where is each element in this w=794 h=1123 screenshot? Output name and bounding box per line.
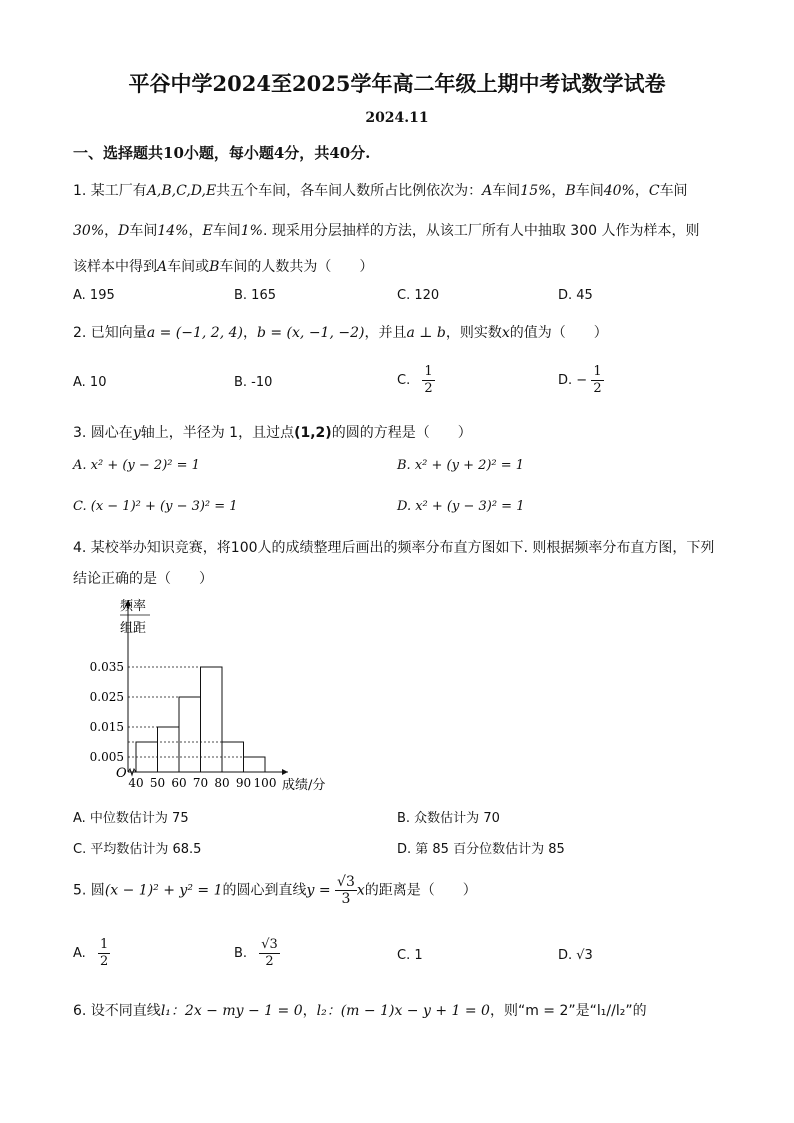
section-header: 一、选择题共10小题，每小题4分，共40分. <box>73 144 371 162</box>
question-3: 3. 圆心在y轴上，半径为 1，且过点(1,2)的圆的方程是（ ） <box>73 425 472 441</box>
q4-option-a[interactable]: A. 中位数估计为 75 <box>73 811 189 826</box>
q2-option-a[interactable]: A. 10 <box>73 375 107 390</box>
histogram-bar <box>158 727 180 772</box>
y-tick-label: 0.025 <box>89 690 124 704</box>
q1-option-a[interactable]: A. 195 <box>73 288 115 303</box>
question-4-line-1: 4. 某校举办知识竞赛，将100人的成绩整理后画出的频率分布直方图如下. 则根据频率分布直方图，下列 <box>73 540 715 556</box>
q4-option-b[interactable]: B. 众数估计为 70 <box>397 811 500 826</box>
q3-option-d[interactable]: D. x² + (y − 3)² = 1 <box>397 499 525 514</box>
q5-option-c[interactable]: C. 1 <box>397 948 423 963</box>
q2-option-c[interactable]: C. $\frac{1}{2}$ <box>397 364 433 396</box>
x-tick-label: 80 <box>214 776 230 790</box>
q2-option-b[interactable]: B. -10 <box>234 375 273 390</box>
origin-label: O <box>116 766 127 781</box>
question-5: 5. 圆(x − 1)² + y² = 1的圆心到直线y = $\frac{√3}{3}$ x的距离是（ ） <box>73 874 477 907</box>
histogram-bar <box>136 742 158 772</box>
histogram-bar <box>179 697 201 772</box>
question-4-line-2: 结论正确的是（ ） <box>73 571 213 587</box>
q3-option-c[interactable]: C. (x − 1)² + (y − 3)² = 1 <box>73 499 238 514</box>
q4-option-d[interactable]: D. 第 85 百分位数估计为 85 <box>397 842 565 857</box>
x-tick-label: 70 <box>192 776 209 790</box>
q5-option-b[interactable]: B. $\frac{√3}{2}$ <box>234 937 278 969</box>
y-axis-label-denominator: 组距 <box>120 621 147 636</box>
y-axis-label-numerator: 频率 <box>120 599 147 614</box>
question-1-line-3: 该样本中得到A车间或B车间的人数共为（ ） <box>73 259 374 275</box>
y-tick-label: 0.005 <box>89 750 124 764</box>
q1-option-b[interactable]: B. 165 <box>234 288 276 303</box>
q3-option-a[interactable]: A. x² + (y − 2)² = 1 <box>73 458 200 473</box>
x-axis-arrow <box>282 769 288 775</box>
question-1-line-1: 1. 某工厂有A,B,C,D,E共五个车间，各车间人数所占比例依次为：A车间15%，B车间40%，C车间 <box>73 183 688 199</box>
exam-date: 2024.11 <box>365 110 429 126</box>
q3-option-b[interactable]: B. x² + (y + 2)² = 1 <box>397 458 525 473</box>
histogram-bar <box>201 667 223 772</box>
x-tick-label: 50 <box>149 776 166 790</box>
question-1-line-2: 30%，D车间14%，E车间1%. 现采用分层抽样的方法，从该工厂所有人中抽取 300 人作为样本，则 <box>73 223 700 239</box>
frequency-histogram <box>60 592 350 802</box>
y-tick-label: 0.015 <box>89 720 124 734</box>
x-axis-label: 成绩/分 <box>282 778 326 793</box>
q2-option-d[interactable]: D. − $\frac{1}{2}$ <box>558 364 602 396</box>
q5-option-d[interactable]: D. √3 <box>558 948 593 963</box>
q1-option-d[interactable]: D. 45 <box>558 288 593 303</box>
q1-option-c[interactable]: C. 120 <box>397 288 440 303</box>
histogram-bar <box>244 757 266 772</box>
x-tick-label: 90 <box>235 776 252 790</box>
x-tick-label: 40 <box>128 776 144 790</box>
q5-option-a[interactable]: A. $\frac{1}{2}$ <box>73 937 109 969</box>
q4-option-c[interactable]: C. 平均数估计为 68.5 <box>73 842 202 857</box>
question-6: 6. 设不同直线l₁：2x − my − 1 = 0，l₂：(m − 1)x − y + 1 = 0，则“m = 2”是“l₁//l₂”的 <box>73 1003 647 1019</box>
question-2: 2. 已知向量a = (−1, 2, 4)，b = (x, −1, −2)，并且a ⊥ b，则实数x的值为（ ） <box>73 325 608 341</box>
y-tick-label: 0.035 <box>89 660 124 674</box>
x-tick-label: 100 <box>253 776 277 790</box>
x-tick-label: 60 <box>171 776 187 790</box>
exam-title: 平谷中学2024至2025学年高二年级上期中考试数学试卷 <box>128 71 666 96</box>
